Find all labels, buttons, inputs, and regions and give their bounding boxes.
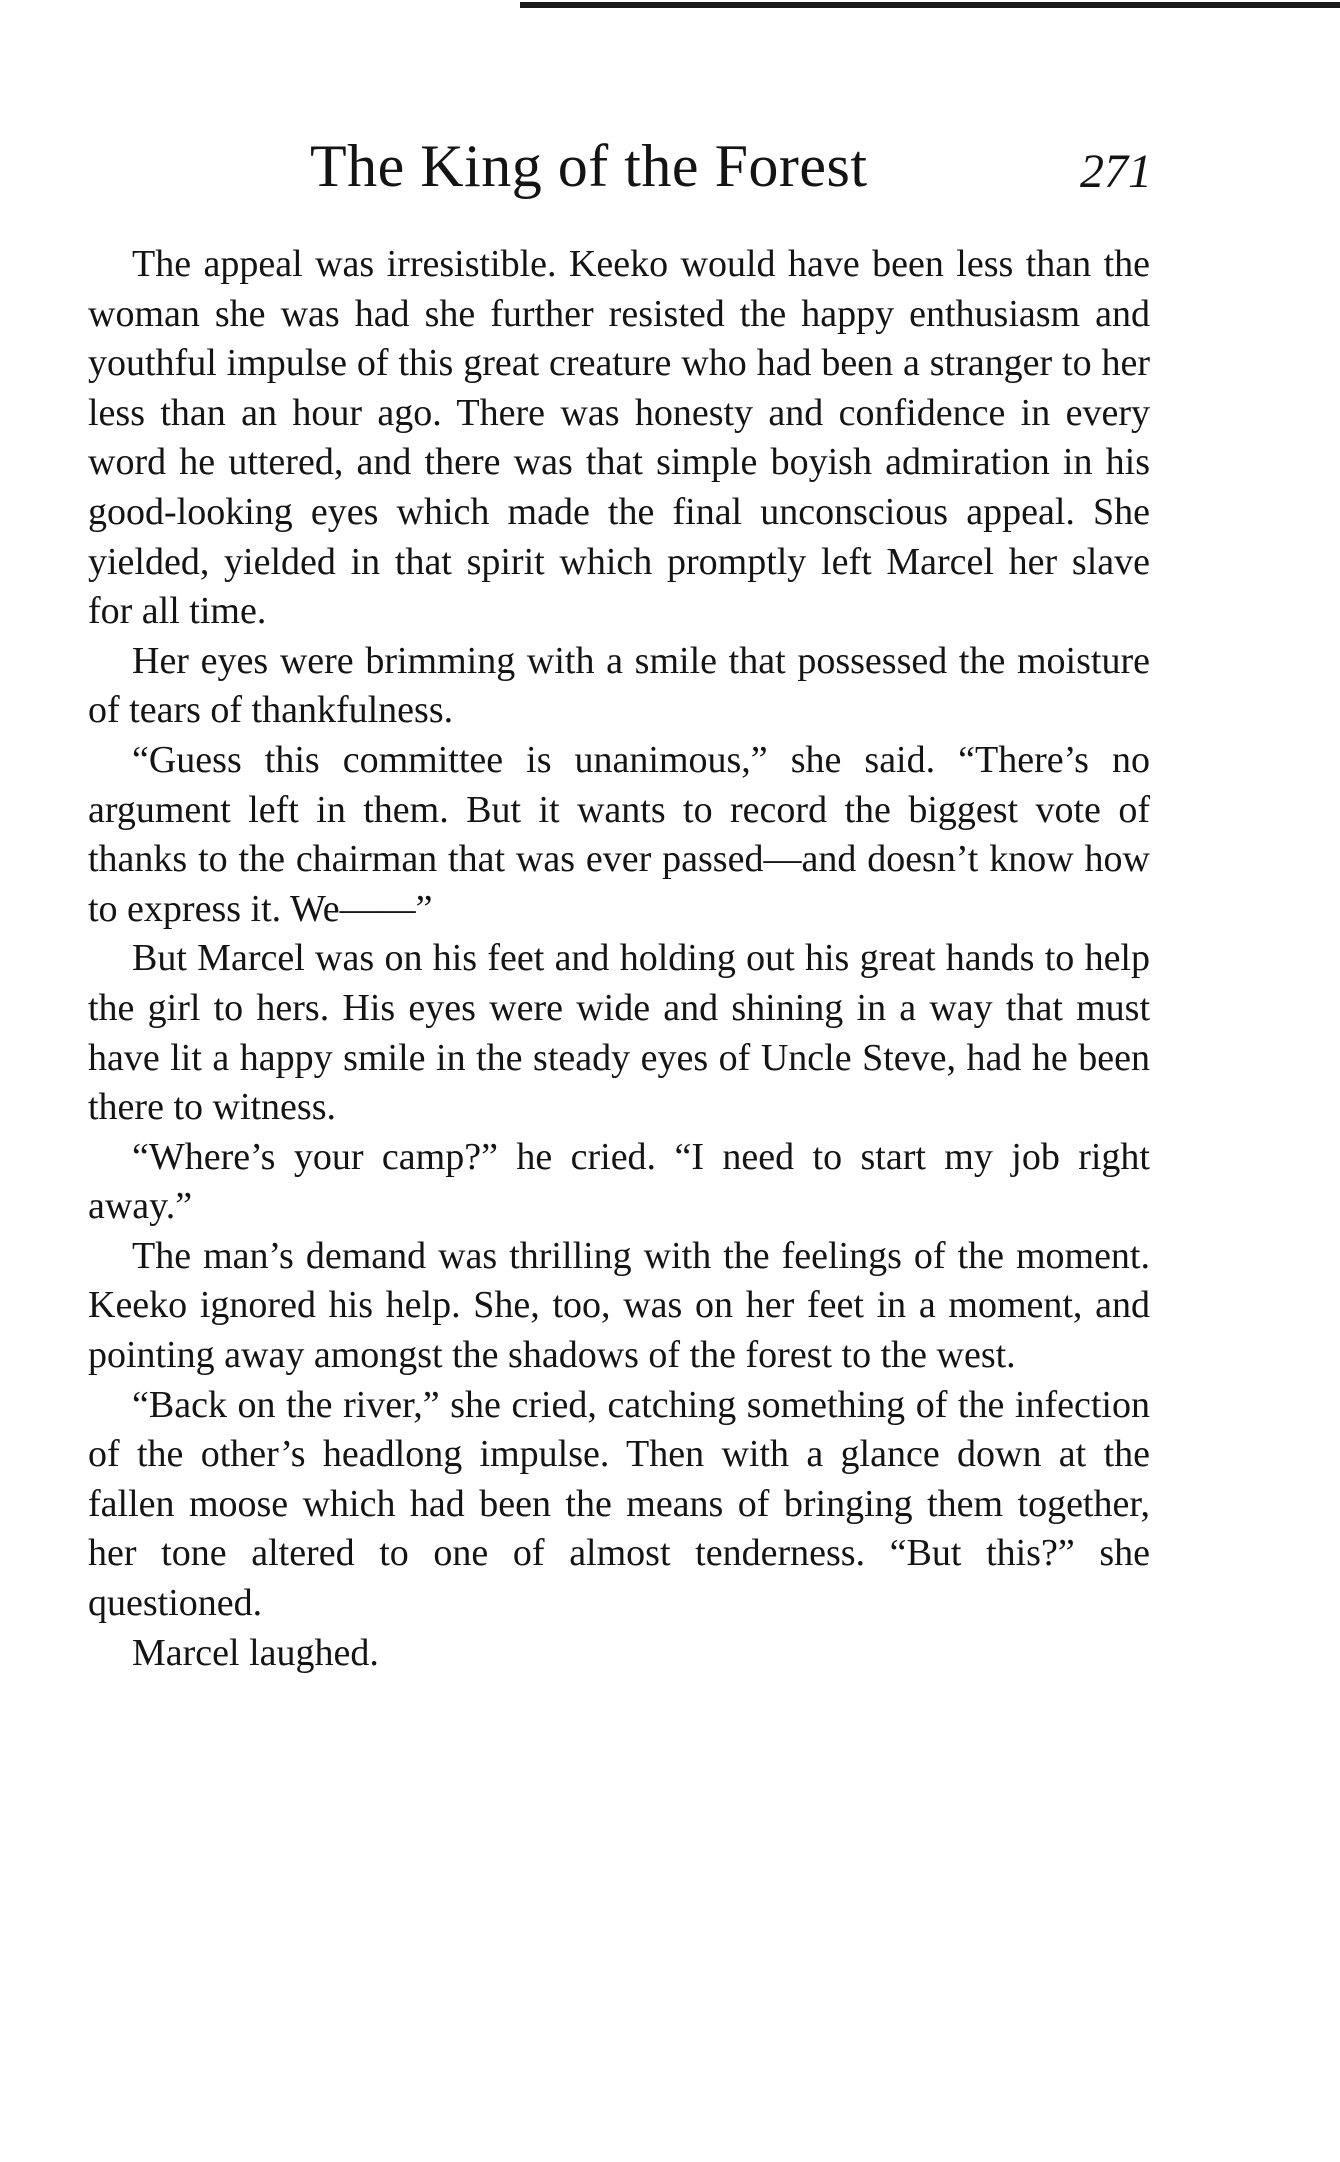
paragraph: Marcel laughed.	[132, 1631, 379, 1674]
page-edge-rule	[520, 2, 1340, 8]
body-text	[88, 240, 1150, 1678]
paragraph: But Marcel was on his feet and holding out his great hands to help the girl to hers. His eyes were wide and shining in a way that must have lit a happy smile in the steady eyes of Uncle Steve, had he been there to witness.	[88, 937, 1150, 1129]
page-number: 271	[1080, 145, 1152, 198]
paragraph: The man’s demand was thrilling with the feelings of the moment. Keeko ignored his help. She, too, was on her feet in a moment, and pointing away amongst the shadows of the forest to the west.	[88, 1234, 1150, 1377]
paragraph: “Where’s your camp?” he cried. “I need to start my job right away.”	[88, 1135, 1150, 1228]
paragraph: “Back on the river,” she cried, catching something of the infection of the other’s headlong impulse. Then with a glance down at the fallen moose which had been the means of bringing them together, her tone altered to one of almost tenderness. “But this?” she questioned.	[88, 1383, 1150, 1625]
paragraph: “Guess this committee is unanimous,” she said. “There’s no argument left in them. But it wants to record the biggest vote of thanks to the chairman that was ever passed—and doesn’t know how to express it. We——”	[88, 738, 1150, 930]
paragraph: Her eyes were brimming with a smile that possessed the moisture of tears of thankfulness.	[88, 639, 1150, 732]
paragraph: The appeal was irresistible. Keeko would have been less than the woman she was had she further resisted the happy enthusiasm and youthful impulse of this great creature who had been a stranger to her less than an hour ago. There was honesty and confidence in every word he uttered, and there was that simple boyish admiration in his good-looking eyes which made the final unconscious appeal. She yielded, yielded in that spirit which promptly left Marcel her slave for all time.	[88, 243, 1150, 633]
running-head	[0, 126, 1340, 206]
running-title: The King of the Forest	[310, 133, 868, 199]
